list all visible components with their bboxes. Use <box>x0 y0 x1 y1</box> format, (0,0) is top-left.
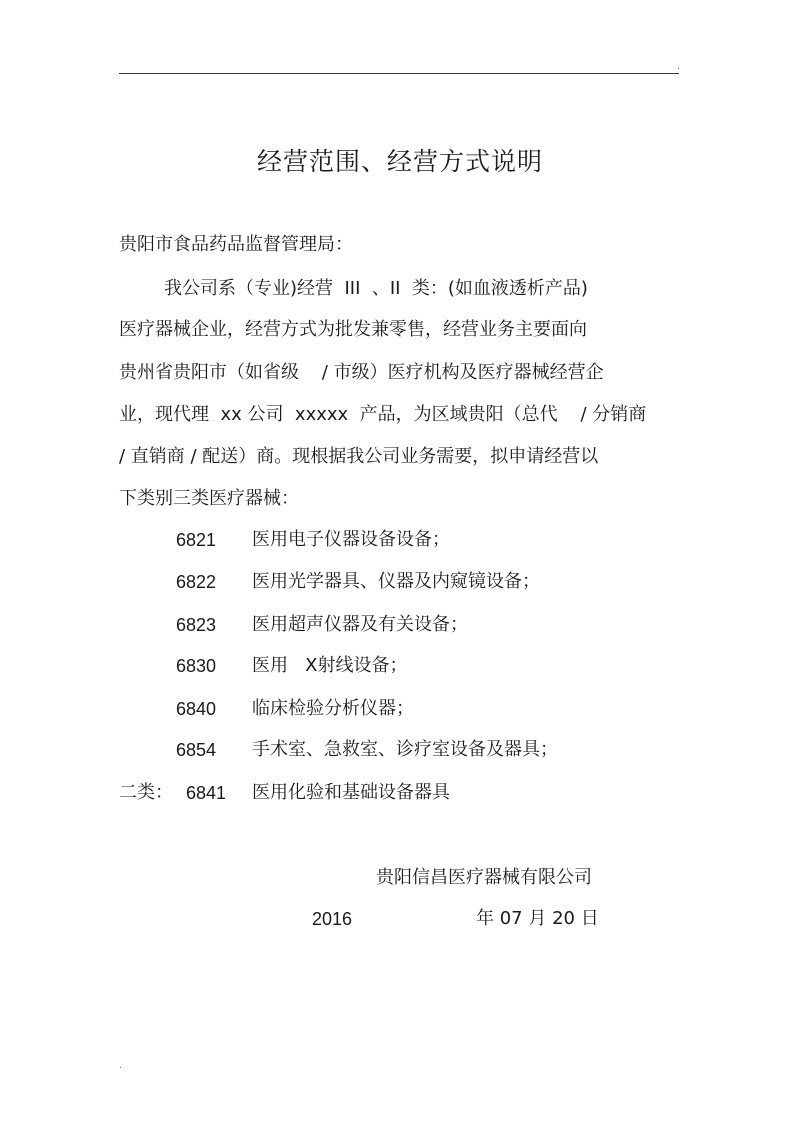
body-line-5: / 直销商 / 配送）商。现根据我公司业务需要，拟申请经营以 <box>119 446 599 467</box>
category-name: 医用超声仪器及有关设备； <box>252 614 468 635</box>
class2-prefix: 二类： <box>119 782 173 803</box>
signature-year: 2016 <box>312 909 353 929</box>
category-code: 6830 <box>176 656 217 676</box>
body-line-2: 医疗器械企业，经营方式为批发兼零售，经营业务主要面向 <box>119 319 587 340</box>
body-line-6: 下类别三类医疗器械： <box>119 488 299 509</box>
salutation: 贵阳市食品药品监督管理局： <box>119 234 353 255</box>
document-title: 经营范围、经营方式说明 <box>256 147 543 176</box>
footer-dot: . <box>119 1061 122 1071</box>
body-line-1: 我公司系（专业)经营 III 、II 类：(如血液透析产品) <box>164 278 588 299</box>
header-rule <box>119 73 679 74</box>
class2-code: 6841 <box>186 783 227 803</box>
body-line-3: 贵州省贵阳市（如省级 / 市级）医疗机构及医疗器械经营企 <box>119 362 604 383</box>
category-code: 6821 <box>176 530 217 550</box>
category-name: 临床检验分析仪器； <box>252 698 414 719</box>
category-name: 医用 X射线设备； <box>252 655 408 676</box>
class2-name: 医用化验和基础设备器具 <box>252 782 450 803</box>
header-dot: . <box>677 62 680 72</box>
signature-company: 贵阳信昌医疗器械有限公司 <box>376 867 592 888</box>
category-code: 6840 <box>176 699 217 719</box>
category-name: 医用光学器具、仪器及内窥镜设备； <box>252 571 540 592</box>
category-code: 6854 <box>176 740 217 760</box>
category-name: 医用电子仪器设备设备； <box>252 529 450 550</box>
signature-date: 年 07 月 20 日 <box>476 908 599 929</box>
category-code: 6823 <box>176 615 217 635</box>
category-name: 手术室、急救室、诊疗室设备及器具； <box>252 739 558 760</box>
body-line-4: 业，现代理 xx 公司 xxxxx 产品，为区域贵阳（总代 / 分销商 <box>119 404 647 425</box>
category-code: 6822 <box>176 572 217 592</box>
